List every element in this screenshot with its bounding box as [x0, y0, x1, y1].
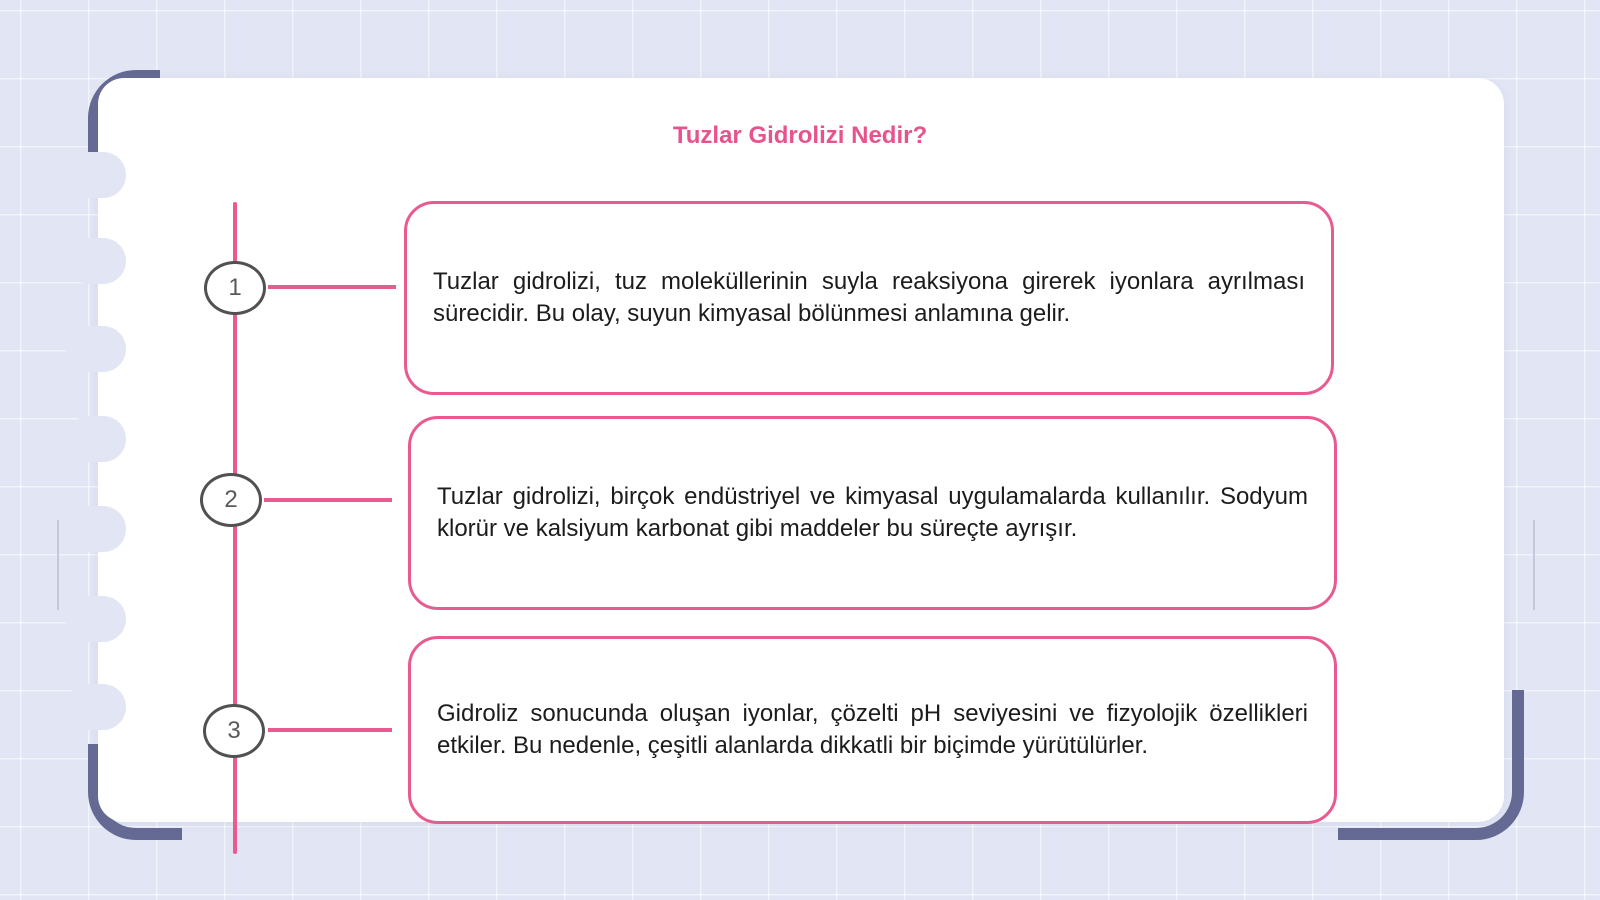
- grid-cross-mark: [1533, 520, 1535, 610]
- slide-title: Tuzlar Gidrolizi Nedir?: [672, 122, 928, 149]
- timeline-connector-1: [268, 285, 396, 289]
- timeline-connector-2: [264, 498, 392, 502]
- step-marker-1: 1: [204, 261, 266, 315]
- timeline-connector-3: [268, 728, 392, 732]
- step-text-2: Tuzlar gidrolizi, birçok endüstriyel ve kimyasal uygulamalarda kullanılır. Sodyum klorür ve kalsiyum karbonat gibi maddeler bu süreçte ayrışır.: [437, 483, 1308, 542]
- step-marker-3: 3: [203, 704, 265, 758]
- step-text-3: Gidroliz sonucunda oluşan iyonlar, çözelti pH seviyesini ve fizyolojik özellikleri etkiler. Bu nedenle, çeşitli alanlarda dikkatli bir biçimde yürütülürler.: [437, 700, 1308, 759]
- paper-notch: [66, 416, 126, 462]
- paper-notch: [66, 238, 126, 284]
- paper-notch: [66, 326, 126, 372]
- paper-notch: [66, 684, 126, 730]
- paper-notch: [66, 152, 126, 198]
- step-text-1: Tuzlar gidrolizi, tuz moleküllerinin suyla reaksiyona girerek iyonlara ayrılması sürecidir. Bu olay, suyun kimyasal bölünmesi anlamına gelir.: [433, 268, 1305, 327]
- paper-notch: [66, 596, 126, 642]
- step-card-2: [408, 416, 1337, 610]
- grid-cross-mark: [57, 520, 59, 610]
- step-card-1: [404, 201, 1334, 395]
- step-marker-2: 2: [200, 473, 262, 527]
- step-card-3: [408, 636, 1337, 824]
- paper-notch: [66, 506, 126, 552]
